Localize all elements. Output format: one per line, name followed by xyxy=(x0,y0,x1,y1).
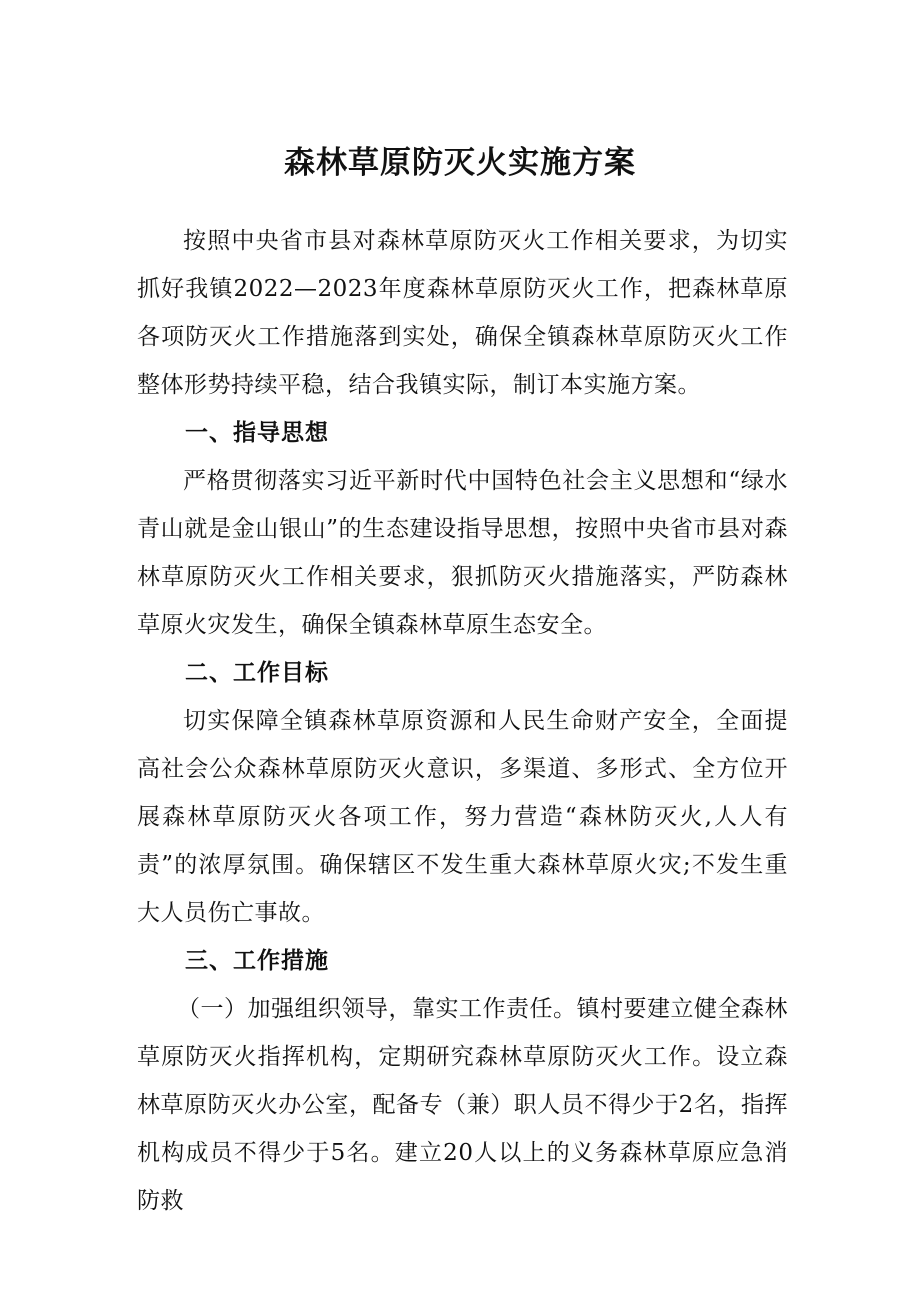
section-body-guiding-ideology: 严格贯彻落实习近平新时代中国特色社会主义思想和“绿水青山就是金山银山”的生态建设指导思想，按照中央省市县对森林草原防灭火工作相关要求，狠抓防灭火措施落实，严防森林草原火灾发生，确保全镇森林草原生态安全。 xyxy=(137,468,788,638)
section-heading-work-goals: 二、工作目标 xyxy=(185,660,329,686)
document-title: 森林草原防灭火实施方案 xyxy=(284,145,636,181)
section-body-work-goals: 切实保障全镇森林草原资源和人民生命财产安全，全面提高社会公众森林草原防灭火意识，多渠道、多形式、全方位开展森林草原防灭火各项工作，努力营造“森林防灭火,人人有责”的浓厚氛围。确保辖区不发生重大森林草原火灾;不发生重大人员伤亡事故。 xyxy=(137,708,788,926)
intro-paragraph: 按照中央省市县对森林草原防灭火工作相关要求，为切实抓好我镇2022—2023年度森林草原防灭火工作，把森林草原各项防灭火工作措施落到实处，确保全镇森林草原防灭火工作整体形势持续平稳，结合我镇实际，制订本实施方案。 xyxy=(137,228,788,398)
section-heading-work-measures: 三、工作措施 xyxy=(185,948,329,974)
section-heading-guiding-ideology: 一、指导思想 xyxy=(185,420,329,446)
section-body-work-measures: （一）加强组织领导，靠实工作责任。镇村要建立健全森林草原防灭火指挥机构，定期研究森林草原防灭火工作。设立森林草原防灭火办公室，配备专（兼）职人员不得少于2名，指挥机构成员不得少于5名。建立20人以上的义务森林草原应急消防救 xyxy=(137,996,788,1214)
